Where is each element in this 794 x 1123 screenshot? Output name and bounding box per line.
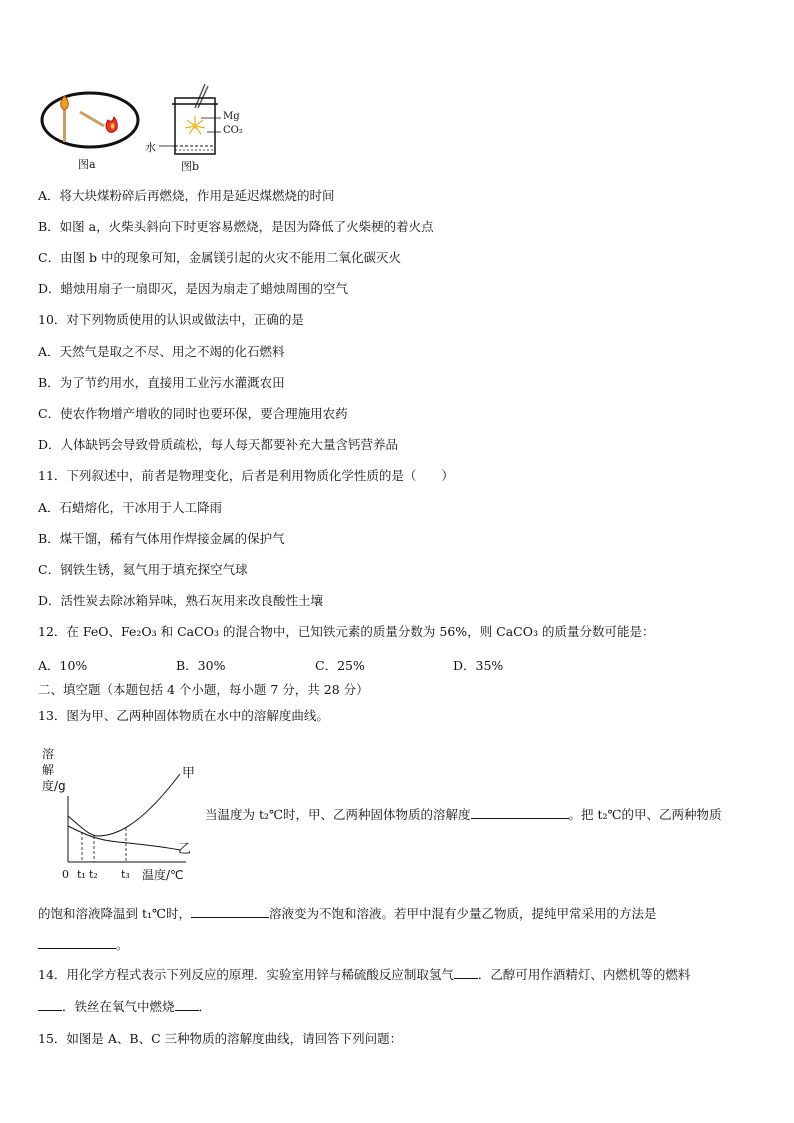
q10-option-d: D．人体缺钙会导致骨质疏松，每人每天都要补充大量含钙营养品 [38, 437, 399, 452]
tick-0: 0 [62, 868, 69, 881]
co2-label: CO₂ [223, 125, 243, 136]
q11-option-b: B．煤干馏，稀有气体用作焊接金属的保护气 [38, 531, 285, 546]
water-label: 水 [145, 141, 156, 154]
solubility-chart-svg [38, 744, 198, 886]
q9-option-d: D．蜡烛用扇子一扇即灭，是因为扇走了蜡烛周围的空气 [38, 281, 349, 296]
q13-line2a: 的饱和溶液降温到 t₁℃时， [38, 906, 191, 921]
q13-line2b: 溶液变为不饱和溶液。若甲中混有少量乙物质，提纯甲常采用的方法是 [269, 906, 657, 921]
q13-stem: 13．图为甲、乙两种固体物质在水中的溶解度曲线。 [38, 708, 329, 723]
q14-line2a: ．铁丝在氧气中燃烧 [62, 999, 175, 1014]
q14-blank-3[interactable] [175, 998, 199, 1011]
tick-t3: t₃ [121, 868, 130, 881]
q9-option-a: A．将大块煤粉碎后再燃烧，作用是延迟煤燃烧的时间 [38, 188, 335, 203]
q13-part2: 。把 t₂℃的甲、乙两种物质 [568, 807, 722, 822]
q12-stem: 12．在 FeO、Fe₂O₃ 和 CaCO₃ 的混合物中，已知铁元素的质量分数为 56%，则 CaCO₃ 的质量分数可能是： [38, 624, 655, 639]
q14-line1a: 14．用化学方程式表示下列反应的原理．实验室用锌与稀硫酸反应制取氢气 [38, 967, 454, 982]
q12-option-c: C．25% [315, 658, 365, 673]
q13-blank-1[interactable] [471, 806, 569, 819]
q14-blank-2[interactable] [38, 998, 62, 1011]
figure-b-caption: 图b [181, 160, 200, 173]
q14-line1 [38, 966, 690, 983]
series-yi-label: 乙 [178, 842, 192, 857]
q14-line2b: ． [198, 999, 212, 1014]
q12-option-b: B．30% [176, 658, 226, 673]
figure-b [145, 80, 255, 172]
q15-stem: 15．如图是 A、B、C 三种物质的溶解度曲线，请回答下列问题： [38, 1031, 403, 1046]
q14-line1b: ．乙醇可用作酒精灯、内燃机等的燃料 [477, 967, 691, 982]
q12-option-d: D．35% [453, 658, 504, 673]
q13-line1 [205, 806, 722, 823]
q11-option-c: C．钢铁生锈，氦气用于填充探空气球 [38, 562, 248, 577]
q12-option-a: A．10% [38, 658, 88, 673]
solubility-chart [38, 744, 198, 886]
figure-a [38, 90, 142, 170]
mg-label: Mg [223, 111, 240, 122]
q9-option-b: B．如图 a，火柴头斜向下时更容易燃烧，是因为降低了火柴梗的着火点 [38, 219, 434, 234]
q13-blank-2[interactable] [191, 905, 269, 918]
q13-line2 [38, 905, 657, 922]
tick-t1: t₁ [77, 868, 86, 881]
series-jia-label: 甲 [182, 766, 196, 781]
q10-option-c: C．使农作物增产增收的同时也要环保，要合理施用农药 [38, 406, 348, 421]
q11-option-a: A．石蜡熔化，干冰用于人工降雨 [38, 500, 223, 515]
tick-t2: t₂ [89, 868, 98, 881]
q13-blank-3[interactable] [38, 936, 116, 949]
q13-part1: 当温度为 t₂℃时，甲、乙两种固体物质的溶解度 [205, 807, 471, 822]
y-axis-label: 溶解度/g [42, 747, 66, 793]
q11-stem: 11．下列叙述中，前者是物理变化，后者是利用物质化学性质的是（ ） [38, 468, 454, 483]
q10-option-a: A．天然气是取之不尽、用之不竭的化石燃料 [38, 344, 285, 359]
q13-line3 [38, 936, 129, 953]
q14-line2 [38, 998, 211, 1015]
q10-stem: 10．对下列物质使用的认识或做法中，正确的是 [38, 312, 304, 327]
figure-a-caption: 图a [78, 158, 96, 171]
section-title: 二、填空题（本题包括 4 个小题，每小题 7 分，共 28 分） [38, 682, 369, 697]
q9-option-c: C．由图 b 中的现象可知，金属镁引起的火灾不能用二氧化碳灭火 [38, 250, 402, 265]
q11-option-d: D．活性炭去除冰箱异味，熟石灰用来改良酸性土壤 [38, 593, 324, 608]
q13-end: 。 [116, 937, 129, 952]
q10-option-b: B．为了节约用水，直接用工业污水灌溉农田 [38, 375, 285, 390]
x-axis-label: 温度/℃ [142, 868, 184, 882]
q14-blank-1[interactable] [454, 966, 478, 979]
series-jia-curve [68, 774, 180, 836]
